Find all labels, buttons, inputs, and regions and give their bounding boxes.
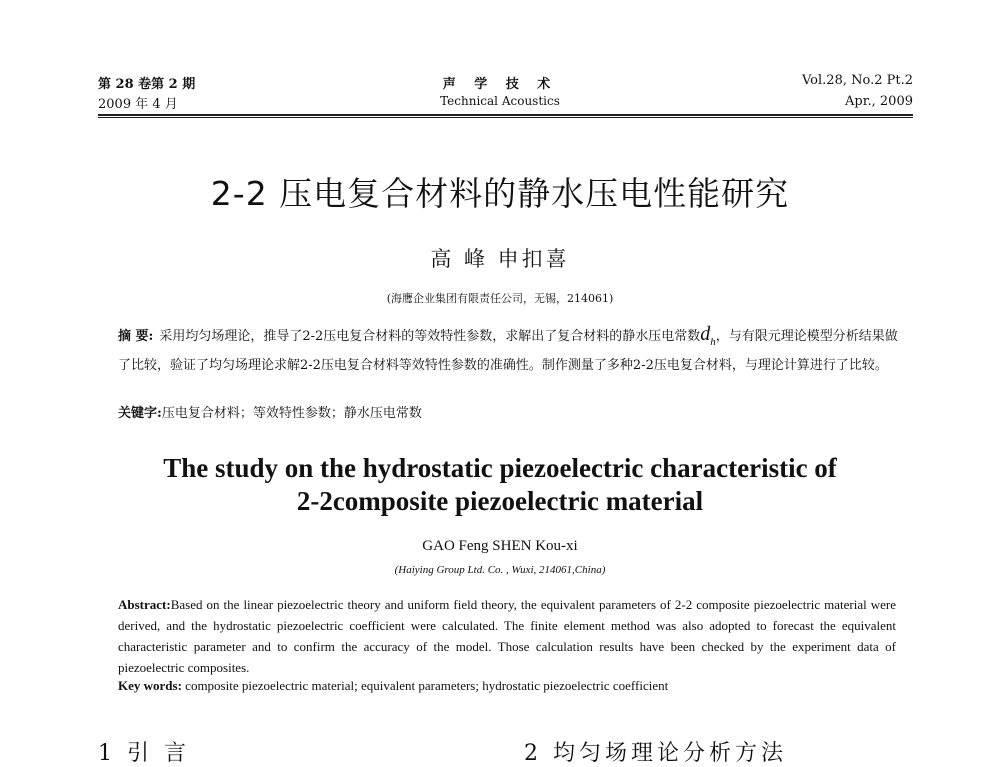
journal-name-cn: 声 学 技 术: [442, 77, 558, 92]
abstract-en-text: Based on the linear piezoelectric theory and uniform field theory, the equivalent parameters of 2-2 composite piezoelectric material were derived, and the hydrostatic piezoelectric coefficient were calculated. The finite element method was also adopted to forecast the equivalent characteristic parameter and to confirm the accuracy of the model. Those calculation results have been checked by the experiment data of piezoelectric composites.: [118, 597, 896, 675]
header-rule-thin: [98, 117, 913, 118]
abstract-en: [118, 594, 896, 678]
section-heading-uniform-field: 2 均匀场理论分析方法: [524, 741, 787, 766]
abstract-cn: [118, 322, 898, 378]
header-rule-thick: [98, 114, 913, 116]
authors-en: GAO Feng SHEN Kou-xi: [422, 538, 578, 554]
keywords-en: [118, 678, 896, 694]
keywords-cn-label: 关键字:: [118, 406, 162, 421]
abstract-cn-label: 摘 要:: [118, 329, 154, 344]
header-volume-cn: 第 28 卷第 2 期: [98, 77, 196, 92]
abstract-cn-text-2: ，与有限元理论模型分析结果做了比较，验证了均匀场理论求解2-2压电复合材料等效特性参数的准确性。制作测量了多种2-2压电复合材料，与理论计算进行了比较。: [118, 329, 898, 373]
paper-title-en: [150, 452, 850, 518]
abstract-cn-text-1: 采用均匀场理论，推导了2-2压电复合材料的等效特性参数，求解出了复合材料的静水压电常数: [159, 329, 701, 344]
header-volume-en: Vol.28, No.2 Pt.2: [801, 73, 913, 88]
keywords-cn: [118, 402, 898, 421]
keywords-cn-text: 压电复合材料；等效特性参数；静水压电常数: [161, 406, 422, 421]
keywords-en-text: composite piezoelectric material; equivalent parameters; hydrostatic piezoelectric coefficient: [181, 678, 669, 693]
header-date-cn: 2009 年 4 月: [98, 97, 178, 112]
affiliation-cn: (海鹰企业集团有限责任公司，无锡，214061): [386, 292, 614, 305]
authors-cn: 高 峰 申扣喜: [430, 247, 570, 271]
journal-name-en: Technical Acoustics: [440, 94, 560, 108]
hydrostatic-constant-symbol: $d_h$: [700, 323, 716, 348]
keywords-en-label: Key words:: [118, 678, 182, 693]
section-heading-introduction: 1 引 言: [98, 741, 190, 766]
affiliation-en: (Haiying Group Ltd. Co. , Wuxi, 214061,China): [394, 564, 606, 576]
paper-title-en-line1: The study on the hydrostatic piezoelectric characteristic of: [163, 453, 837, 483]
abstract-en-label: Abstract:: [118, 597, 171, 612]
paper-title-cn: 2-2 压电复合材料的静水压电性能研究: [210, 174, 790, 213]
paper-title-en-line2: 2-2composite piezoelectric material: [296, 486, 704, 516]
header-date-en: Apr., 2009: [845, 94, 913, 109]
